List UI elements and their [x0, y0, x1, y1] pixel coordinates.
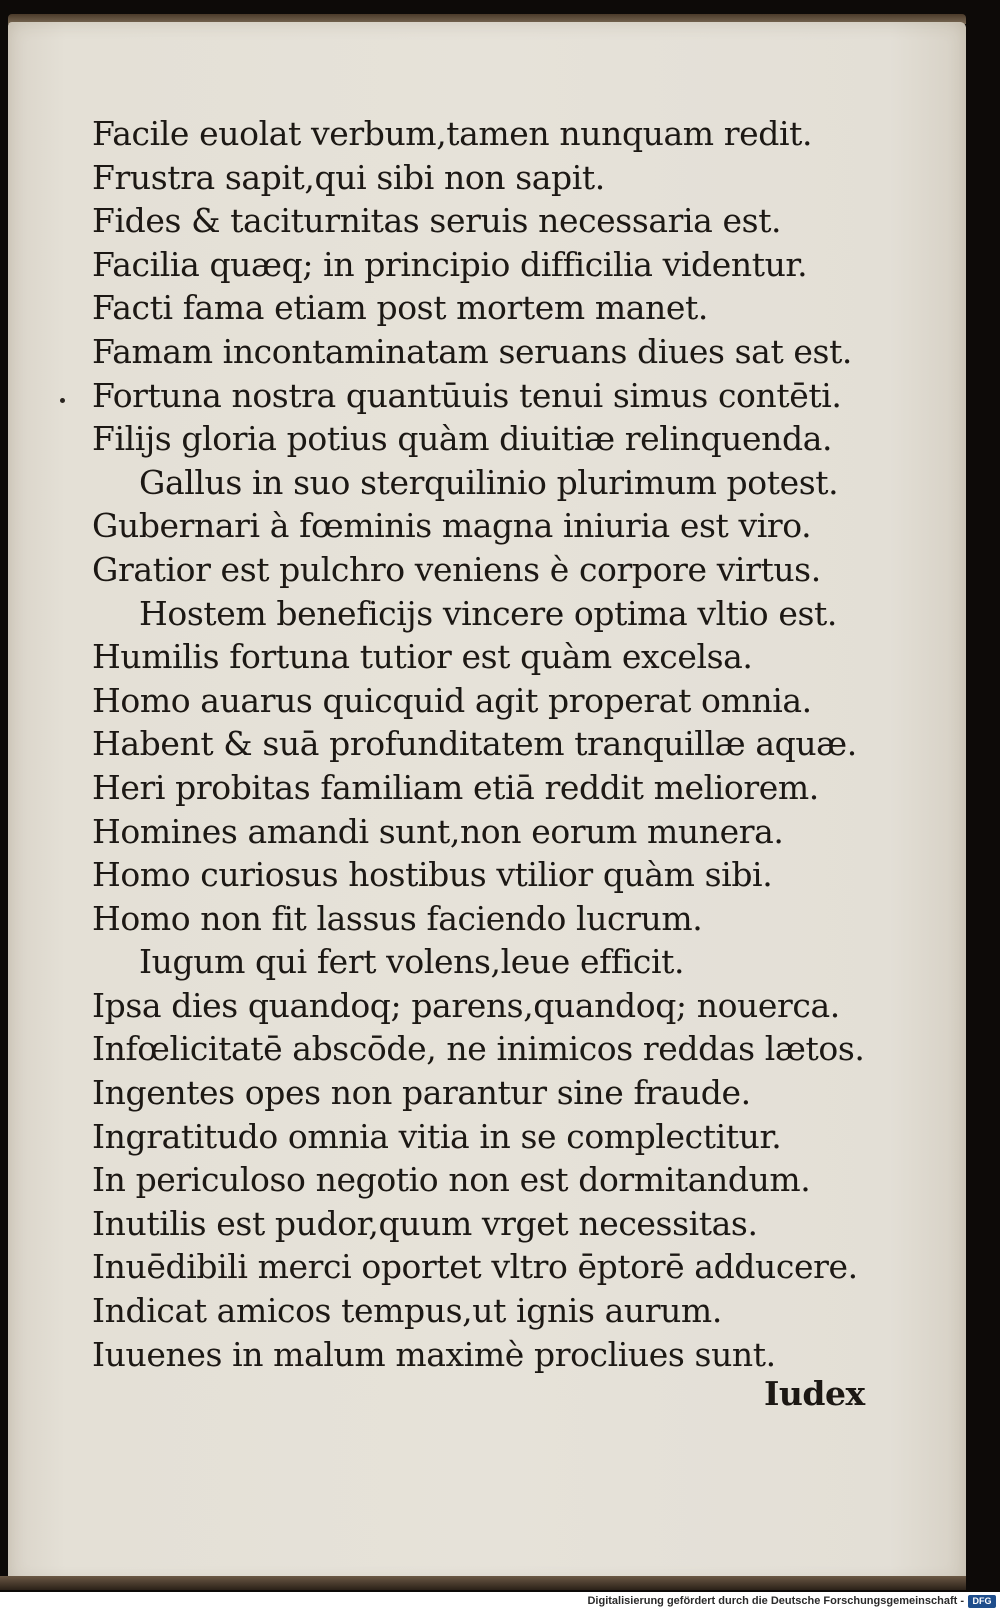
proverb-line: Homines amandi sunt,non eorum munera.	[92, 811, 784, 851]
proverb-line: Iugum qui fert volens,leue efficit.	[139, 942, 685, 982]
proverb-line: Gallus in suo sterquilinio plurimum potest.	[139, 462, 839, 502]
proverb-line: Indicat amicos tempus,ut ignis aurum.	[92, 1291, 722, 1331]
proverb-line: Ingratitudo omnia vitia in se complectitur.	[92, 1116, 782, 1156]
proverb-line: Humilis fortuna tutior est quàm excelsa.	[92, 637, 753, 677]
proverb-line: Infœlicitatē abscōde, ne inimicos reddas lætos.	[92, 1029, 865, 1069]
proverb-line: Fortuna nostra quantūuis tenui simus contēti.	[92, 375, 842, 415]
proverb-line: In periculoso negotio non est dormitandum.	[92, 1160, 811, 1200]
proverb-line: Inutilis est pudor,quum vrget necessitas.	[92, 1203, 758, 1243]
proverb-line: Heri probitas familiam etiā reddit meliorem.	[92, 767, 819, 807]
proverb-line: Iuuenes in malum maximè procliues sunt.	[92, 1334, 776, 1374]
margin-ink-mark	[60, 398, 65, 403]
proverb-line: Fides & taciturnitas seruis necessaria est.	[92, 201, 782, 241]
proverb-line: Ingentes opes non parantur sine fraude.	[92, 1073, 751, 1113]
proverb-list	[92, 112, 892, 1376]
proverb-line: Inuēdibili merci oportet vltro ēptorē adducere.	[92, 1247, 858, 1287]
proverb-line: Gratior est pulchro veniens è corpore virtus.	[92, 549, 821, 589]
dfg-logo-icon: DFG	[968, 1595, 996, 1608]
proverb-line: Facilia quæq; in principio difficilia videntur.	[92, 244, 808, 284]
digitization-credit: Digitalisierung gefördert durch die Deutsche Forschungsgemeinschaft -	[587, 1595, 964, 1607]
proverb-line: Famam incontaminatam seruans diues sat est.	[92, 331, 853, 371]
proverb-line: Facti fama etiam post mortem manet.	[92, 288, 708, 328]
proverb-line: Homo curiosus hostibus vtilior quàm sibi.	[92, 855, 773, 895]
proverb-line: Gubernari à fœminis magna iniuria est viro.	[92, 506, 812, 546]
proverb-line: Habent & suā profunditatem tranquillæ aquæ.	[92, 724, 857, 764]
catchword: Iudex	[764, 1374, 865, 1413]
proverb-line: Filijs gloria potius quàm diuitiæ relinquenda.	[92, 419, 833, 459]
page-bottom-edge	[0, 1576, 966, 1590]
proverb-line: Hostem beneficijs vincere optima vltio est.	[139, 593, 837, 633]
proverb-line: Facile euolat verbum,tamen nunquam redit.	[92, 114, 813, 153]
proverb-line: Homo auarus quicquid agit properat omnia.	[92, 680, 812, 720]
proverb-line: Frustra sapit,qui sibi non sapit.	[92, 157, 605, 197]
proverb-line: Ipsa dies quandoq; parens,quandoq; nouerca.	[92, 985, 840, 1025]
proverb-line: Homo non fit lassus faciendo lucrum.	[92, 898, 703, 938]
